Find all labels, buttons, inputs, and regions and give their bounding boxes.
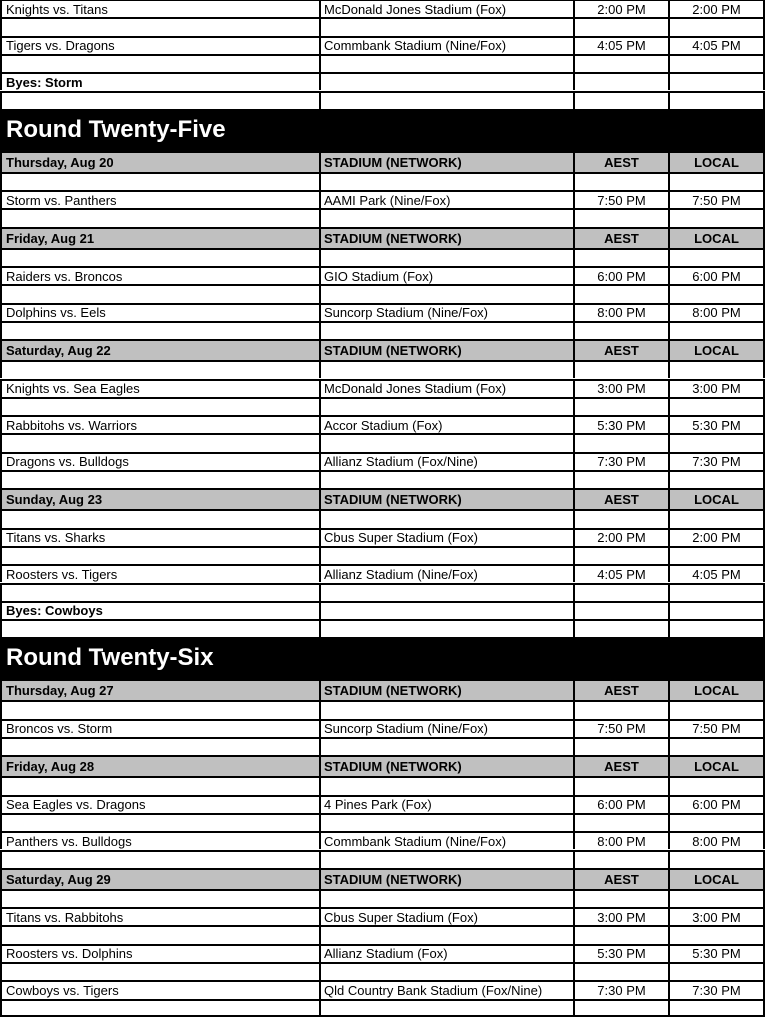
empty-cell <box>573 511 668 527</box>
blank-row <box>0 284 765 302</box>
game-row <box>0 795 765 813</box>
local-time-cell: 8:00 PM <box>668 305 765 321</box>
blank-row <box>0 321 765 339</box>
aest-column-header: AEST <box>573 229 668 248</box>
empty-cell <box>668 891 765 907</box>
empty-cell <box>573 548 668 564</box>
game-row <box>0 0 765 17</box>
game-row <box>0 980 765 998</box>
day-header-row <box>0 755 765 776</box>
match-cell: Titans vs. Sharks <box>0 530 319 546</box>
day-label: Thursday, Aug 27 <box>0 681 319 700</box>
local-time-cell: 4:05 PM <box>668 38 765 54</box>
empty-cell <box>319 852 573 868</box>
empty-cell <box>573 585 668 601</box>
empty-cell <box>573 286 668 302</box>
empty-cell <box>0 927 319 943</box>
aest-time-cell: 3:00 PM <box>573 381 668 397</box>
empty-cell <box>573 927 668 943</box>
aest-time-cell: 6:00 PM <box>573 268 668 284</box>
empty-cell <box>319 399 573 415</box>
aest-time-cell: 4:05 PM <box>573 566 668 582</box>
local-column-header: LOCAL <box>668 870 765 889</box>
empty-cell <box>668 174 765 190</box>
game-row <box>0 831 765 849</box>
empty-cell <box>0 778 319 794</box>
empty-cell <box>573 93 668 109</box>
match-cell: Raiders vs. Broncos <box>0 268 319 284</box>
stadium-cell: Cbus Super Stadium (Fox) <box>319 530 573 546</box>
game-row <box>0 379 765 397</box>
empty-cell <box>319 93 573 109</box>
blank-row <box>0 700 765 718</box>
stadium-cell: Commbank Stadium (Nine/Fox) <box>319 38 573 54</box>
empty-cell <box>668 852 765 868</box>
empty-cell <box>319 927 573 943</box>
blank-row <box>0 470 765 488</box>
local-column-header: LOCAL <box>668 490 765 509</box>
stadium-column-header: STADIUM (NETWORK) <box>319 757 573 776</box>
match-cell: Knights vs. Titans <box>0 1 319 17</box>
empty-cell <box>0 323 319 339</box>
game-row <box>0 190 765 208</box>
empty-cell <box>573 323 668 339</box>
empty-cell <box>573 852 668 868</box>
aest-column-header: AEST <box>573 870 668 889</box>
empty-cell <box>668 286 765 302</box>
empty-cell <box>0 362 319 378</box>
game-row <box>0 303 765 321</box>
stadium-cell: Accor Stadium (Fox) <box>319 417 573 433</box>
empty-cell <box>319 362 573 378</box>
round-title: Round Twenty-Five <box>6 115 226 143</box>
match-cell: Tigers vs. Dragons <box>0 38 319 54</box>
aest-column-header: AEST <box>573 153 668 172</box>
aest-time-cell: 8:00 PM <box>573 305 668 321</box>
stadium-cell: McDonald Jones Stadium (Fox) <box>319 381 573 397</box>
day-header-row <box>0 227 765 248</box>
aest-time-cell: 7:30 PM <box>573 454 668 470</box>
empty-cell <box>319 964 573 980</box>
local-column-header: LOCAL <box>668 757 765 776</box>
aest-column-header: AEST <box>573 490 668 509</box>
blank-row <box>0 850 765 868</box>
blank-row <box>0 619 765 637</box>
empty-cell <box>573 739 668 755</box>
empty-cell <box>319 435 573 451</box>
empty-cell <box>0 548 319 564</box>
empty-cell <box>668 778 765 794</box>
empty-cell <box>668 739 765 755</box>
empty-cell <box>0 286 319 302</box>
empty-cell <box>0 93 319 109</box>
aest-column-header: AEST <box>573 681 668 700</box>
stadium-cell: Allianz Stadium (Fox) <box>319 946 573 962</box>
empty-cell <box>573 362 668 378</box>
match-cell: Sea Eagles vs. Dragons <box>0 797 319 813</box>
empty-cell <box>668 93 765 109</box>
stadium-cell: AAMI Park (Nine/Fox) <box>319 192 573 208</box>
round-title-row <box>0 637 765 679</box>
empty-cell <box>0 19 319 35</box>
local-time-cell: 7:50 PM <box>668 721 765 737</box>
aest-time-cell: 5:30 PM <box>573 946 668 962</box>
blank-row <box>0 737 765 755</box>
empty-cell <box>573 964 668 980</box>
local-time-cell: 6:00 PM <box>668 268 765 284</box>
blank-row <box>0 54 765 72</box>
local-column-header: LOCAL <box>668 229 765 248</box>
empty-cell <box>668 472 765 488</box>
empty-cell <box>668 56 765 72</box>
empty-cell <box>0 585 319 601</box>
empty-cell <box>0 399 319 415</box>
empty-cell <box>573 891 668 907</box>
game-row <box>0 452 765 470</box>
empty-cell <box>319 56 573 72</box>
empty-cell <box>573 399 668 415</box>
local-column-header: LOCAL <box>668 681 765 700</box>
blank-row <box>0 925 765 943</box>
stadium-cell: GIO Stadium (Fox) <box>319 268 573 284</box>
empty-cell <box>668 585 765 601</box>
day-label: Thursday, Aug 20 <box>0 153 319 172</box>
round-title: Round Twenty-Six <box>6 644 214 672</box>
empty-cell <box>0 435 319 451</box>
byes-label: Byes: Cowboys <box>0 603 319 619</box>
empty-cell <box>668 210 765 226</box>
day-header-row <box>0 868 765 889</box>
stadium-cell: Commbank Stadium (Nine/Fox) <box>319 833 573 849</box>
stadium-cell: McDonald Jones Stadium (Fox) <box>319 1 573 17</box>
empty-cell <box>668 250 765 266</box>
local-column-header: LOCAL <box>668 153 765 172</box>
blank-row <box>0 91 765 109</box>
empty-cell <box>319 548 573 564</box>
local-time-cell: 5:30 PM <box>668 417 765 433</box>
match-cell: Roosters vs. Tigers <box>0 566 319 582</box>
local-time-cell: 3:00 PM <box>668 909 765 925</box>
day-header-row <box>0 679 765 700</box>
empty-cell <box>0 815 319 831</box>
empty-cell <box>668 548 765 564</box>
blank-row <box>0 397 765 415</box>
aest-time-cell: 4:05 PM <box>573 38 668 54</box>
blank-row <box>0 248 765 266</box>
match-cell: Knights vs. Sea Eagles <box>0 381 319 397</box>
day-label: Friday, Aug 21 <box>0 229 319 248</box>
day-label: Saturday, Aug 29 <box>0 870 319 889</box>
match-cell: Panthers vs. Bulldogs <box>0 833 319 849</box>
empty-cell <box>319 739 573 755</box>
aest-time-cell: 7:30 PM <box>573 982 668 998</box>
aest-time-cell: 7:50 PM <box>573 192 668 208</box>
empty-cell <box>319 621 573 637</box>
empty-cell <box>319 19 573 35</box>
empty-cell <box>573 435 668 451</box>
empty-cell <box>573 603 668 619</box>
blank-row <box>0 962 765 980</box>
empty-cell <box>319 210 573 226</box>
empty-cell <box>0 210 319 226</box>
empty-cell <box>319 472 573 488</box>
empty-cell <box>319 74 573 90</box>
empty-cell <box>668 435 765 451</box>
aest-column-header: AEST <box>573 757 668 776</box>
empty-cell <box>573 778 668 794</box>
blank-row <box>0 583 765 601</box>
empty-cell <box>319 702 573 718</box>
blank-row <box>0 889 765 907</box>
blank-row <box>0 17 765 35</box>
blank-row <box>0 360 765 378</box>
stadium-cell: Qld Country Bank Stadium (Fox/Nine) <box>319 982 573 998</box>
local-time-cell: 7:50 PM <box>668 192 765 208</box>
empty-cell <box>573 250 668 266</box>
empty-cell <box>668 19 765 35</box>
blank-row <box>0 172 765 190</box>
match-cell: Dragons vs. Bulldogs <box>0 454 319 470</box>
aest-time-cell: 3:00 PM <box>573 909 668 925</box>
empty-cell <box>668 927 765 943</box>
game-row <box>0 907 765 925</box>
local-time-cell: 2:00 PM <box>668 1 765 17</box>
match-cell: Cowboys vs. Tigers <box>0 982 319 998</box>
empty-cell <box>319 778 573 794</box>
aest-time-cell: 7:50 PM <box>573 721 668 737</box>
empty-cell <box>573 1001 668 1015</box>
day-label: Friday, Aug 28 <box>0 757 319 776</box>
empty-cell <box>573 621 668 637</box>
match-cell: Broncos vs. Storm <box>0 721 319 737</box>
day-header-row <box>0 151 765 172</box>
empty-cell <box>573 19 668 35</box>
game-row <box>0 528 765 546</box>
empty-cell <box>0 702 319 718</box>
empty-cell <box>668 511 765 527</box>
stadium-cell: Allianz Stadium (Fox/Nine) <box>319 454 573 470</box>
aest-time-cell: 5:30 PM <box>573 417 668 433</box>
stadium-column-header: STADIUM (NETWORK) <box>319 229 573 248</box>
local-time-cell: 3:00 PM <box>668 381 765 397</box>
match-cell: Titans vs. Rabbitohs <box>0 909 319 925</box>
aest-column-header: AEST <box>573 341 668 360</box>
stadium-column-header: STADIUM (NETWORK) <box>319 490 573 509</box>
empty-cell <box>668 621 765 637</box>
stadium-column-header: STADIUM (NETWORK) <box>319 681 573 700</box>
local-time-cell: 4:05 PM <box>668 566 765 582</box>
match-cell: Dolphins vs. Eels <box>0 305 319 321</box>
blank-row <box>0 433 765 451</box>
empty-cell <box>0 852 319 868</box>
empty-cell <box>668 603 765 619</box>
empty-cell <box>668 362 765 378</box>
empty-cell <box>0 472 319 488</box>
empty-cell <box>319 603 573 619</box>
stadium-column-header: STADIUM (NETWORK) <box>319 870 573 889</box>
match-cell: Storm vs. Panthers <box>0 192 319 208</box>
game-row <box>0 719 765 737</box>
empty-cell <box>573 815 668 831</box>
game-row <box>0 266 765 284</box>
day-header-row <box>0 488 765 509</box>
empty-cell <box>0 250 319 266</box>
blank-row <box>0 813 765 831</box>
stadium-cell: Suncorp Stadium (Nine/Fox) <box>319 721 573 737</box>
empty-cell <box>573 702 668 718</box>
blank-row <box>0 208 765 226</box>
game-row <box>0 415 765 433</box>
empty-cell <box>319 511 573 527</box>
game-row <box>0 564 765 582</box>
empty-cell <box>668 74 765 90</box>
empty-cell <box>0 891 319 907</box>
game-row <box>0 36 765 54</box>
local-time-cell: 8:00 PM <box>668 833 765 849</box>
game-row <box>0 944 765 962</box>
empty-cell <box>319 891 573 907</box>
stadium-column-header: STADIUM (NETWORK) <box>319 341 573 360</box>
empty-cell <box>319 1001 573 1015</box>
local-time-cell: 5:30 PM <box>668 946 765 962</box>
aest-time-cell: 6:00 PM <box>573 797 668 813</box>
byes-label: Byes: Storm <box>0 74 319 90</box>
empty-cell <box>573 472 668 488</box>
empty-cell <box>0 739 319 755</box>
stadium-cell: 4 Pines Park (Fox) <box>319 797 573 813</box>
stadium-column-header: STADIUM (NETWORK) <box>319 153 573 172</box>
empty-cell <box>573 74 668 90</box>
empty-cell <box>319 250 573 266</box>
empty-cell <box>0 1001 319 1015</box>
day-header-row <box>0 339 765 360</box>
blank-row <box>0 999 765 1017</box>
empty-cell <box>668 323 765 339</box>
empty-cell <box>319 174 573 190</box>
match-cell: Rabbitohs vs. Warriors <box>0 417 319 433</box>
empty-cell <box>668 815 765 831</box>
local-time-cell: 7:30 PM <box>668 454 765 470</box>
aest-time-cell: 2:00 PM <box>573 530 668 546</box>
blank-row <box>0 546 765 564</box>
empty-cell <box>0 174 319 190</box>
empty-cell <box>668 399 765 415</box>
local-time-cell: 2:00 PM <box>668 530 765 546</box>
stadium-cell: Suncorp Stadium (Nine/Fox) <box>319 305 573 321</box>
stadium-cell: Allianz Stadium (Nine/Fox) <box>319 566 573 582</box>
empty-cell <box>668 1001 765 1015</box>
empty-cell <box>668 702 765 718</box>
empty-cell <box>319 815 573 831</box>
empty-cell <box>573 56 668 72</box>
aest-time-cell: 8:00 PM <box>573 833 668 849</box>
empty-cell <box>319 323 573 339</box>
empty-cell <box>0 621 319 637</box>
byes-row <box>0 72 765 90</box>
aest-time-cell: 2:00 PM <box>573 1 668 17</box>
stadium-cell: Cbus Super Stadium (Fox) <box>319 909 573 925</box>
empty-cell <box>573 174 668 190</box>
byes-row <box>0 601 765 619</box>
empty-cell <box>668 964 765 980</box>
blank-row <box>0 509 765 527</box>
local-time-cell: 6:00 PM <box>668 797 765 813</box>
day-label: Sunday, Aug 23 <box>0 490 319 509</box>
empty-cell <box>0 964 319 980</box>
empty-cell <box>0 511 319 527</box>
day-label: Saturday, Aug 22 <box>0 341 319 360</box>
empty-cell <box>319 585 573 601</box>
empty-cell <box>319 286 573 302</box>
round-title-row <box>0 109 765 151</box>
blank-row <box>0 776 765 794</box>
local-column-header: LOCAL <box>668 341 765 360</box>
empty-cell <box>573 210 668 226</box>
match-cell: Roosters vs. Dolphins <box>0 946 319 962</box>
empty-cell <box>0 56 319 72</box>
local-time-cell: 7:30 PM <box>668 982 765 998</box>
